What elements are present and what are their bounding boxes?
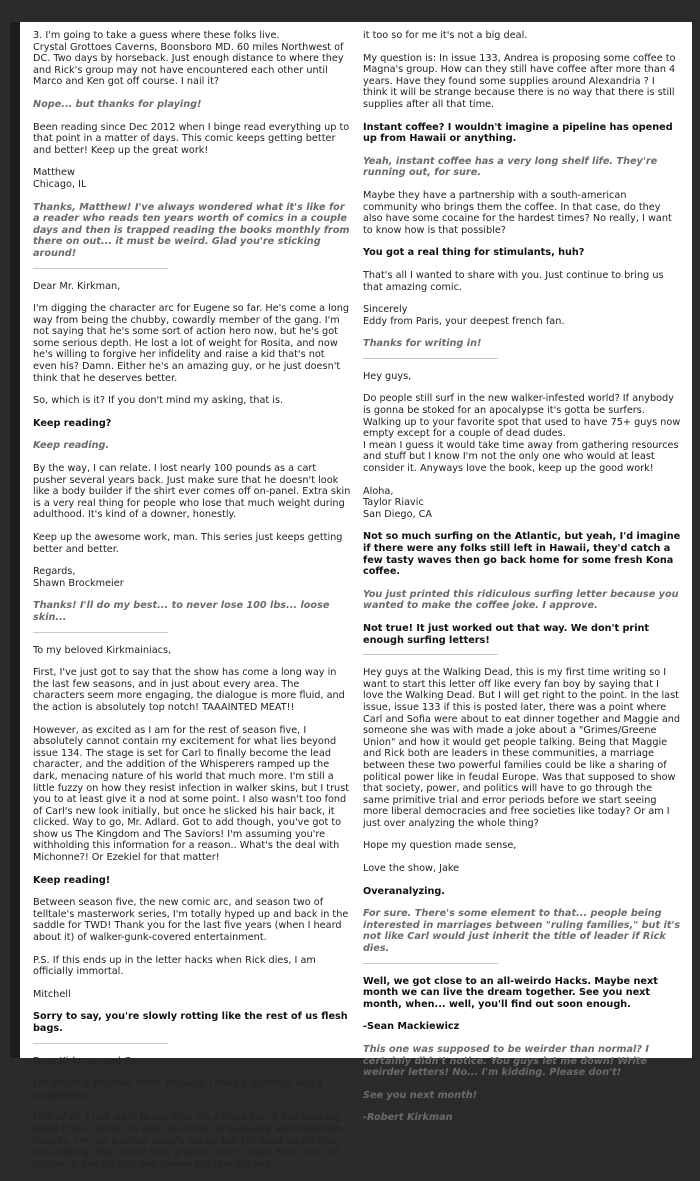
- editor-reply-italic: See you next month!: [363, 1089, 478, 1101]
- letter-paragraph: To my beloved Kirkmainiacs,: [33, 644, 172, 656]
- letter-separator: [363, 358, 498, 359]
- letter-paragraph: P.S. If this ends up in the letter hacks when Rick dies, I am officially immortal.: [33, 954, 316, 978]
- editor-reply: -Sean Mackiewicz: [363, 1021, 460, 1033]
- letter-paragraph: Sincerely Eddy from Paris, your deepest french fan.: [363, 304, 565, 327]
- letters-page: [20, 22, 692, 1170]
- editor-reply-italic: You just printed this ridiculous surfing letter because you wanted to make the coffee joke. I approve.: [363, 588, 679, 612]
- letter-paragraph: Keep up the awesome work, man. This series just keeps getting better and better.: [33, 532, 343, 555]
- letter-paragraph: Hope my question made sense,: [363, 840, 517, 852]
- letter-paragraph: However, as excited as I am for the rest of season five, I absolutely cannot contain my excitement for what lies beyond issue 134. The stage is set for Carl to finally become the lead character, and the addition of the Whisperers ramped up the dark, menacing nature of his world that much more. I'm still a little fuzzy on how they resist infection in walker skins, but I trust you to at least give it a nod at some point. I also wasn't too fond of Carl's new look initially, but once he slicked his hair back, it clicked. Way to go, Mr. Adlard. Got to add though, you've got to show us The Kingdom and The Saviors! I'm assuming you're withholding this information for a reason.. What's the deal with Michonne?! Or Ezekiel for that matter!: [33, 724, 350, 864]
- editor-reply: Keep reading?: [33, 417, 112, 429]
- letter-paragraph: it too so for me it's not a big deal.: [363, 30, 528, 41]
- editor-reply-italic: Nope... but thanks for playing!: [33, 98, 202, 110]
- letter-paragraph: Do people still surf in the new walker-infested world? If anybody is gonna be stoked for an apocalypse it's gotta be surfers. Walking up to your favorite spot that used to have 75+ guys now empty except for a couple of dead dudes. I mean I guess it would take time away from gathering resources and stuff but I know I'm not the only one who would at least consider it. Anyways love the book, keep up the good work!: [363, 393, 681, 475]
- letter-paragraph: First, I've just got to say that the show has come a long way in the last few seasons, and in just about every area. The characters seem more engaging, the dialogue is more fluid, and the action is absolutely top notch! TAAAINTED MEAT!!: [33, 667, 345, 713]
- editor-reply-italic: For sure. There's some element to that... people being interested in marriages between "ruling families," but it's not like Carl would just inherit the title of leader if Rick dies.: [363, 908, 681, 955]
- editor-reply-italic: -Robert Kirkman: [363, 1112, 453, 1124]
- editor-reply-italic: Thanks! I'll do my best... to never lose 100 lbs... loose skin...: [33, 600, 330, 623]
- letter-paragraph: First of all, I just want to say that I'm a huge fan of The Walking Dead Comic since t10 and the return in Kentucky with Abraham. Usually, I'm not a comic book's reader but I'm must admit that the walking dead is the best graphic novel I have ever read. Of course, It has his ups and downs but real life has: [33, 1112, 346, 1170]
- editor-reply: Overanalyzing.: [363, 885, 445, 897]
- editor-reply-italic: Yeah, instant coffee has a very long shelf life. They're running out, for sure.: [363, 155, 658, 179]
- editor-reply-italic: Thanks, Matthew! I've always wondered what it's like for a reader who reads ten years worth of comics in a couple days and then is trapped reading the books monthly from there on out... it must be weird. Glad you're sticking around!: [33, 201, 350, 259]
- letter-separator: [33, 1043, 168, 1044]
- letter-paragraph: Hey guys at the Walking Dead, this is my first time writing so I want to start this letter off like every fan boy by saying that I love the Walking Dead. But I will get right to the point. In the last issue, issue 133 if this is posted later, there was a point where Carl and Sofia were about to eat dinner together and Maggie and someone she was with made a joke about a "Grimes/Greene Union" and how it would get people talking. Being that Maggie and Rick both are leaders in these communities, a marriage between these two powerful families could be like a sharing of political power like in feudal Europe. Was that supposed to show that society, power, and politics will have to go through the same primitive trial and error periods before we start seeing more liberal democracies and free societies like today? Or am I just over analyzing the whole thing?: [363, 667, 681, 829]
- letter-paragraph: My question is: In issue 133, Andrea is proposing some coffee to Magna's group. How can they still have coffee after more than 4 years. Have they found some supplies around Alexandria ? I think it will be strange because there is no way that there is still supplies after all that time.: [363, 52, 676, 110]
- letter-paragraph: Mitchell: [33, 988, 71, 1000]
- left-column: [33, 30, 351, 1181]
- letter-paragraph: Maybe they have a partnership with a south-american community who brings them the coffee. In that case, do they also have some cocaine for the hardest times? No really, I want to know how is that possible?: [363, 189, 672, 236]
- editor-reply-italic: Thanks for writing in!: [363, 338, 482, 350]
- letter-paragraph: Dear Mr. Kirkman,: [33, 280, 121, 292]
- letter-paragraph: That's all I wanted to share with you. Just continue to bring us that amazing comic.: [363, 269, 664, 293]
- letter-separator: [363, 963, 498, 964]
- editor-reply: Sorry to say, you're slowly rotting like the rest of us flesh bags.: [33, 1011, 348, 1034]
- editor-reply-italic: This one was supposed to be weirder than normal? I certainly didn't notice. You guys let me down! Write weirder letters! No... I'm kidding. Please don't!: [363, 1044, 649, 1079]
- letter-paragraph: Regards, Shawn Brockmeier: [33, 566, 124, 589]
- letter-paragraph: Aloha, Taylor Riavic San Diego, CA: [363, 485, 433, 520]
- editor-reply-italic: Keep reading.: [33, 440, 110, 452]
- letter-paragraph: Dear Kirkman and Co,: [33, 1055, 140, 1067]
- letter-paragraph: Matthew Chicago, IL: [33, 167, 87, 190]
- editor-reply: Not so much surfing on the Atlantic, but yeah, I'd imagine if there were any folks still left in Hawaii, they'd catch a few tasty waves then go back home for some fresh Kona coffee.: [363, 531, 681, 578]
- letter-separator: [33, 268, 168, 269]
- letter-paragraph: I'm sending you that letter because I have a question and a suggestion.: [33, 1078, 323, 1101]
- letter-paragraph: Love the show, Jake: [363, 863, 460, 875]
- editor-reply: You got a real thing for stimulants, huh?: [363, 247, 585, 259]
- letter-paragraph: Hey guys,: [363, 370, 412, 382]
- letter-separator: [33, 632, 168, 633]
- letter-separator: [363, 654, 498, 655]
- letter-paragraph: Between season five, the new comic arc, and season two of telltale's masterwork series, I'm totally hyped up and back in the saddle for TWD! Thank you for the last five years (when I heard about it) of walker-gunk-covered entertainment.: [33, 897, 349, 944]
- letter-paragraph: So, which is it? If you don't mind my asking, that is.: [33, 395, 284, 407]
- editor-reply: Instant coffee? I wouldn't imagine a pipeline has opened up from Hawaii or anything.: [363, 121, 673, 145]
- letter-paragraph: By the way, I can relate. I lost nearly 100 pounds as a cart pusher several years back. Just make sure that he doesn't look like a body builder if the shirt ever comes off on-panel. Extra skin is a very real thing for people who lose that much weight during adulthood. It's kind of a downer, honestly.: [33, 463, 351, 521]
- letter-paragraph: I'm digging the character arc for Eugene so far. He's come a long way from being the chubby, cowardly member of the gang. I'm not saying that he's some sort of action hero now, but he's got some serious depth. He lost a lot of weight for Rosita, and now he's willing to forgive her infidelity and raise a kid that's not even his? Damn. Either he's an amazing guy, or he just doesn't think that he deserves better.: [33, 303, 350, 384]
- editor-reply: Not true! It just worked out that way. We don't print enough surfing letters!: [363, 622, 650, 646]
- letter-paragraph: 3. I'm going to take a guess where these folks live. Crystal Grottoes Caverns, Boonsboro MD. 60 miles Northwest of DC. Two days by horseback. Just enough distance to where they and Rick's group may not have encountered each other until Marco and Ken got off course. I nail it?: [33, 30, 344, 88]
- editor-reply: Well, we got close to an all-weirdo Hacks. Maybe next month we can live the dream together. See you next month, when... well, you'll find out soon enough.: [363, 975, 658, 1010]
- right-column: [363, 30, 681, 1135]
- editor-reply: Keep reading!: [33, 874, 111, 886]
- letter-paragraph: Been reading since Dec 2012 when I binge read everything up to that point in a matter of days. This comic keeps getting better and better! Keep up the great work!: [33, 121, 350, 156]
